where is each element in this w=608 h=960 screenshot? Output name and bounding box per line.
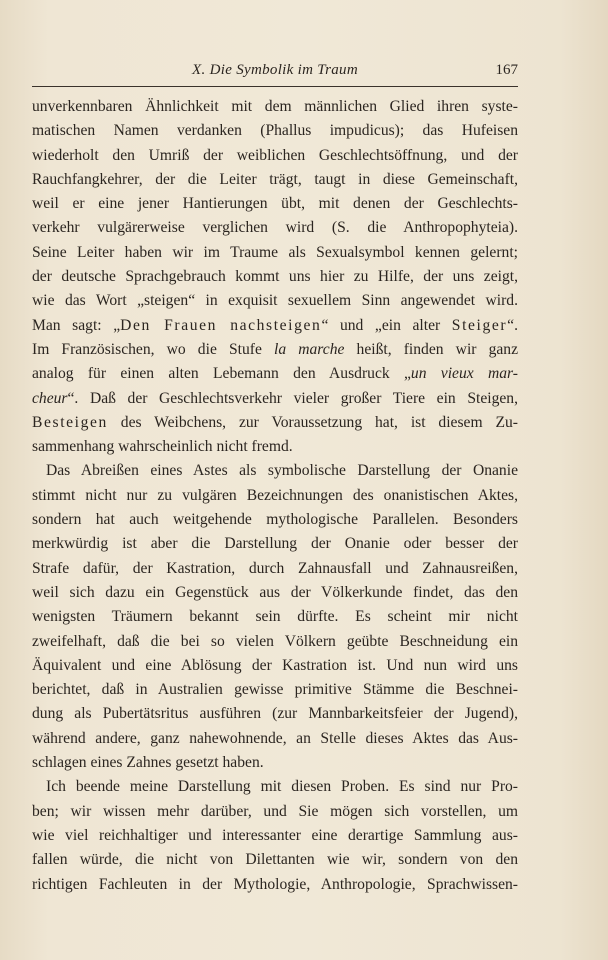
text-segment: matischen Namen verdanken (Phallus impudicus); das Hufeisen (32, 122, 518, 140)
text-line (32, 824, 518, 848)
text-segment: Im Französischen, wo die Stufe (32, 340, 274, 358)
text-line (32, 338, 518, 362)
text-segment: “. Daß der Geschlechtsverkehr vieler großer Tiere ein Steigen, (67, 389, 518, 407)
text-line (32, 727, 518, 751)
text-segment: wiederholt den Umriß der weiblichen Geschlechtsöffnung, und der (32, 146, 518, 164)
running-title: X. Die Symbolik im Traum (192, 62, 358, 78)
text-line (32, 435, 518, 459)
text-line (32, 289, 518, 313)
text-line (32, 168, 518, 192)
text-segment: ben; wir wissen mehr darüber, und Sie mögen sich vorstellen, um (32, 802, 518, 820)
text-segment: der deutsche Sprachgebrauch kommt uns hier zu Hilfe, der uns zeigt, (32, 268, 518, 286)
page-number: 167 (495, 62, 518, 78)
text-segment: weil er eine jener Hantierungen übt, mit denen der Geschlechts- (32, 195, 518, 213)
text-line (32, 654, 518, 678)
text-segment: Seine Leiter haben wir im Traume als Sexualsymbol kennen gelernt; (32, 243, 518, 261)
text-segment: merkwürdig ist aber die Darstellung der Onanie oder besser der (32, 535, 518, 553)
text-line (32, 532, 518, 556)
text-line (32, 95, 518, 119)
text-line (32, 192, 518, 216)
text-segment: la marche (274, 340, 345, 358)
text-segment: analog für einen alten Lebemann den Ausdruck „ (32, 365, 411, 383)
text-segment: wenigsten Träumern bekannt sein dürfte. Es scheint mir nicht (32, 608, 518, 626)
text-segment: verkehr vulgärerweise verglichen wird (S. die Anthropophyteia). (32, 219, 518, 237)
text-segment: Man sagt: „ (32, 316, 121, 334)
text-segment: Rauchfangkehrer, der die Leiter trägt, taugt in diese Gemeinschaft, (32, 170, 518, 188)
text-line (32, 775, 518, 799)
text-segment: Ich beende meine Darstellung mit diesen Proben. Es sind nur Pro- (46, 778, 518, 796)
text-line (32, 314, 518, 338)
text-segment: des Weibchens, zur Voraussetzung hat, ist diesem Zu- (107, 413, 518, 431)
text-segment: schlagen eines Zahnes gesetzt haben. (32, 754, 264, 772)
text-segment: stimmt nicht nur zu vulgären Bezeichnungen des onanistischen Aktes, (32, 486, 518, 504)
text-line (32, 362, 518, 386)
text-segment: “ und „ein alter (321, 316, 452, 334)
text-line (32, 605, 518, 629)
text-segment: Den Frauen nachsteigen (120, 316, 322, 334)
text-line (32, 557, 518, 581)
text-line (32, 241, 518, 265)
text-line (32, 119, 518, 143)
text-segment: Steiger (451, 316, 508, 334)
text-line (32, 873, 518, 897)
text-line (32, 216, 518, 240)
text-line (32, 411, 518, 435)
text-line (32, 581, 518, 605)
text-line (32, 484, 518, 508)
text-segment: Äquivalent und eine Ablösung der Kastration ist. Und nun wird uns (32, 656, 518, 674)
text-segment: un vieux mar- (410, 365, 518, 383)
text-segment: dung als Pubertätsritus ausführen (zur Mannbarkeitsfeier der Jugend), (32, 705, 518, 723)
text-line (32, 387, 518, 411)
text-segment: Besteigen (32, 413, 108, 431)
text-segment: cheur (32, 389, 68, 407)
text-segment: zweifelhaft, daß die bei so vielen Völkern geübte Beschneidung ein (32, 632, 518, 650)
text-segment: Strafe dafür, der Kastration, durch Zahnausfall und Zahnausreißen, (32, 559, 518, 577)
text-line (32, 848, 518, 872)
text-segment: weil sich dazu ein Gegenstück aus der Völkerkunde findet, das den (32, 583, 518, 601)
text-line (32, 678, 518, 702)
text-line (32, 144, 518, 168)
text-line (32, 265, 518, 289)
text-segment: wie viel reichhaltiger und interessanter eine derartige Sammlung aus- (32, 826, 518, 844)
text-line (32, 630, 518, 654)
text-segment: “. (507, 316, 518, 334)
page-header (32, 62, 518, 87)
text-line (32, 800, 518, 824)
text-segment: heißt, finden wir ganz (344, 340, 519, 358)
text-segment: sondern hat auch weitgehende mythologische Parallelen. Besonders (32, 511, 518, 529)
text-line (32, 459, 518, 483)
text-line (32, 508, 518, 532)
text-segment: fallen würde, die nicht von Dilettanten wie wir, sondern von den (32, 851, 518, 869)
text-line (32, 751, 518, 775)
body-text (32, 95, 518, 897)
text-segment: unverkennbaren Ähnlichkeit mit dem männlichen Glied ihren syste- (32, 98, 518, 115)
text-segment: wie das Wort „steigen“ in exquisit sexuellem Sinn angewendet wird. (32, 292, 518, 310)
text-segment: während andere, ganz nahewohnende, an Stelle dieses Aktes das Aus- (32, 729, 518, 747)
text-segment: richtigen Fachleuten in der Mythologie, Anthropologie, Sprachwissen- (32, 875, 518, 893)
text-segment: berichtet, daß in Australien gewisse primitive Stämme die Beschnei- (32, 681, 518, 699)
text-segment: sammenhang wahrscheinlich nicht fremd. (32, 438, 293, 456)
text-line (32, 702, 518, 726)
text-segment: Das Abreißen eines Astes als symbolische Darstellung der Onanie (46, 462, 518, 480)
